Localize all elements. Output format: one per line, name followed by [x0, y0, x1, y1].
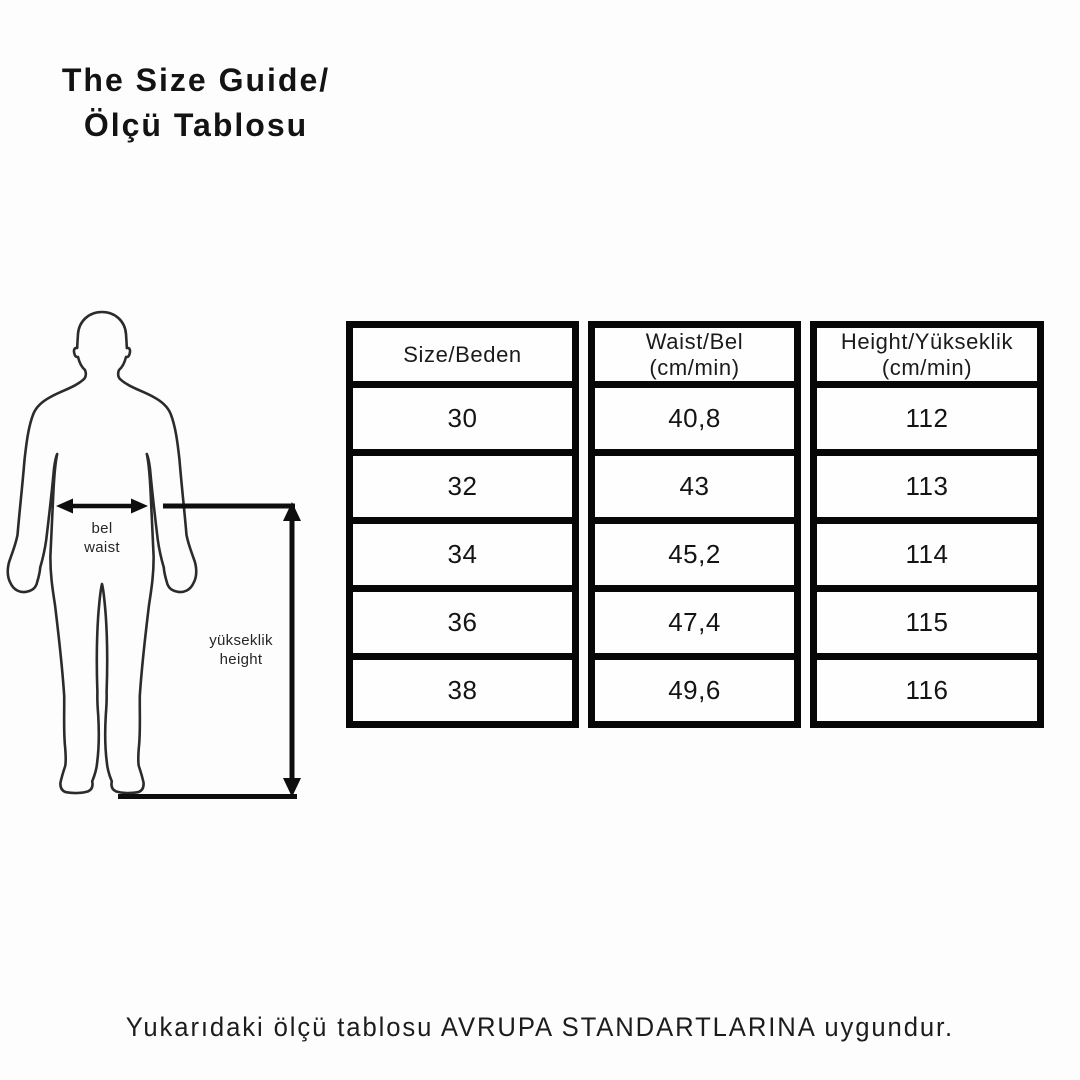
page-title-line-2: Ölçü Tablosu — [83, 107, 309, 143]
height-header-line-1: Height/Yükseklik — [840, 328, 1014, 354]
waist-header-line-1: Waist/Bel — [645, 328, 744, 354]
size-table — [346, 321, 1044, 728]
waist-label — [47, 519, 157, 557]
height-header-line-2: (cm/min) — [881, 354, 973, 380]
height-label-tr: yükseklik — [209, 632, 273, 649]
table-cell-size-row-1: 30 — [346, 388, 579, 456]
table-cell-size-row-2: 32 — [346, 456, 579, 524]
table-cell-height-row-4: 115 — [810, 592, 1044, 660]
waist-label-tr: bel — [91, 520, 113, 537]
table-cell-height-row-2: 113 — [810, 456, 1044, 524]
waist-header-line-2: (cm/min) — [649, 354, 740, 380]
waist-label-en: waist — [84, 539, 120, 556]
table-cell-waist-row-5: 49,6 — [588, 660, 801, 728]
waist-column-header — [588, 321, 801, 388]
size-header-line-1: Size/Beden — [403, 341, 522, 367]
height-column — [810, 321, 1044, 728]
waist-column — [588, 321, 801, 728]
size-column-header — [346, 321, 579, 388]
page-title — [0, 58, 392, 148]
page-title-line-1: The Size Guide/ — [61, 62, 331, 98]
table-cell-height-row-3: 114 — [810, 524, 1044, 592]
size-column — [346, 321, 579, 728]
height-label — [171, 631, 311, 669]
table-cell-waist-row-2: 43 — [588, 456, 801, 524]
height-label-en: height — [219, 651, 263, 668]
table-cell-size-row-4: 36 — [346, 592, 579, 660]
table-cell-height-row-1: 112 — [810, 388, 1044, 456]
table-cell-waist-row-4: 47,4 — [588, 592, 801, 660]
table-cell-size-row-3: 34 — [346, 524, 579, 592]
height-column-header — [810, 321, 1044, 388]
table-cell-waist-row-3: 45,2 — [588, 524, 801, 592]
measurement-diagram — [0, 300, 330, 815]
footer-note — [0, 1012, 1080, 1043]
table-cell-height-row-5: 116 — [810, 660, 1044, 728]
table-cell-size-row-5: 38 — [346, 660, 579, 728]
table-cell-waist-row-1: 40,8 — [588, 388, 801, 456]
footer-note-text: Yukarıdaki ölçü tablosu AVRUPA STANDARTLARINA uygundur. — [125, 1012, 955, 1042]
